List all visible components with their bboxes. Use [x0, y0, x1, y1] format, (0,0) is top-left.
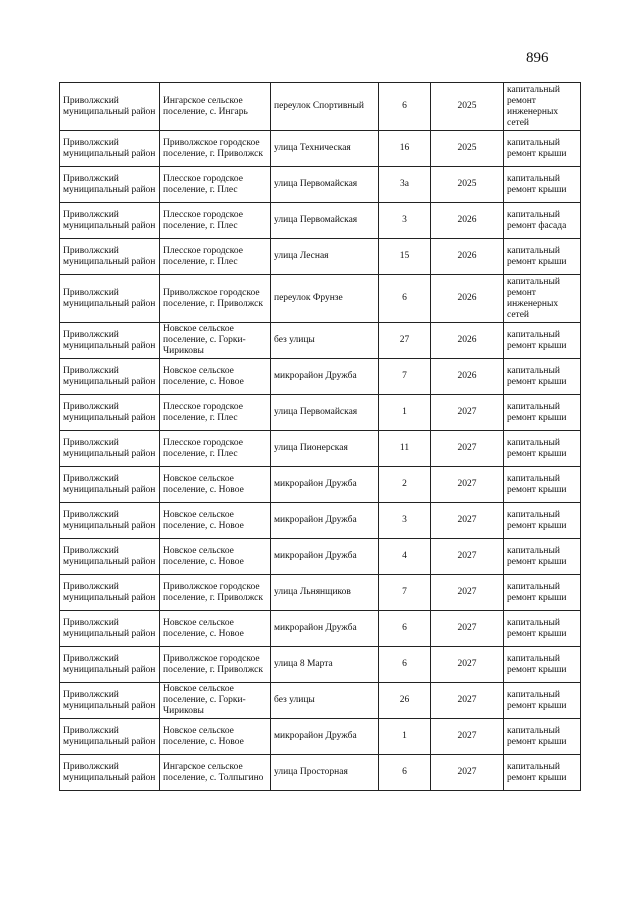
district-cell: Приволжский муниципальный район — [60, 395, 160, 431]
district-cell: Приволжский муниципальный район — [60, 539, 160, 575]
year-cell: 2026 — [431, 275, 504, 323]
table-row — [60, 467, 581, 503]
work-type-cell: капитальный ремонт фасада — [504, 203, 581, 239]
street-cell: переулок Спортивный — [271, 83, 379, 131]
street-cell: переулок Фрунзе — [271, 275, 379, 323]
work-type-cell: капитальный ремонт крыши — [504, 539, 581, 575]
district-cell: Приволжский муниципальный район — [60, 611, 160, 647]
table-row — [60, 83, 581, 131]
district-cell: Приволжский муниципальный район — [60, 323, 160, 359]
settlement-cell: Приволжское городское поселение, г. Приволжск — [160, 131, 271, 167]
work-type-cell: капитальный ремонт крыши — [504, 683, 581, 719]
district-cell: Приволжский муниципальный район — [60, 359, 160, 395]
settlement-cell: Плесское городское поселение, г. Плес — [160, 431, 271, 467]
repair-schedule-table — [59, 82, 581, 791]
house-number-cell: 27 — [379, 323, 431, 359]
district-cell: Приволжский муниципальный район — [60, 503, 160, 539]
table-row — [60, 647, 581, 683]
work-type-cell: капитальный ремонт крыши — [504, 575, 581, 611]
year-cell: 2027 — [431, 467, 504, 503]
settlement-cell: Новское сельское поселение, с. Новое — [160, 611, 271, 647]
work-type-cell: капитальный ремонт крыши — [504, 755, 581, 791]
street-cell: улица Первомайская — [271, 167, 379, 203]
year-cell: 2027 — [431, 647, 504, 683]
year-cell: 2025 — [431, 131, 504, 167]
work-type-cell: капитальный ремонт крыши — [504, 719, 581, 755]
table-row — [60, 323, 581, 359]
district-cell: Приволжский муниципальный район — [60, 203, 160, 239]
street-cell: микрорайон Дружба — [271, 359, 379, 395]
settlement-cell: Новское сельское поселение, с. Горки-Чириковы — [160, 683, 271, 719]
house-number-cell: 26 — [379, 683, 431, 719]
work-type-cell: капитальный ремонт крыши — [504, 611, 581, 647]
work-type-cell: капитальный ремонт крыши — [504, 395, 581, 431]
district-cell: Приволжский муниципальный район — [60, 167, 160, 203]
street-cell: микрорайон Дружба — [271, 467, 379, 503]
work-type-cell: капитальный ремонт крыши — [504, 167, 581, 203]
district-cell: Приволжский муниципальный район — [60, 467, 160, 503]
page-number: 896 — [526, 50, 549, 66]
table-row — [60, 719, 581, 755]
house-number-cell: 7 — [379, 359, 431, 395]
table-row — [60, 395, 581, 431]
district-cell: Приволжский муниципальный район — [60, 755, 160, 791]
year-cell: 2025 — [431, 167, 504, 203]
work-type-cell: капитальный ремонт инженерных сетей — [504, 83, 581, 131]
settlement-cell: Новское сельское поселение, с. Новое — [160, 359, 271, 395]
district-cell: Приволжский муниципальный район — [60, 131, 160, 167]
house-number-cell: 7 — [379, 575, 431, 611]
table-row — [60, 239, 581, 275]
work-type-cell: капитальный ремонт крыши — [504, 323, 581, 359]
district-cell: Приволжский муниципальный район — [60, 647, 160, 683]
street-cell: микрорайон Дружба — [271, 539, 379, 575]
year-cell: 2027 — [431, 539, 504, 575]
settlement-cell: Новское сельское поселение, с. Новое — [160, 467, 271, 503]
street-cell: улица Первомайская — [271, 395, 379, 431]
street-cell: улица Просторная — [271, 755, 379, 791]
year-cell: 2027 — [431, 431, 504, 467]
work-type-cell: капитальный ремонт крыши — [504, 359, 581, 395]
settlement-cell: Приволжское городское поселение, г. Приволжск — [160, 647, 271, 683]
table-row — [60, 683, 581, 719]
settlement-cell: Ингарское сельское поселение, с. Толпыгино — [160, 755, 271, 791]
house-number-cell: 6 — [379, 275, 431, 323]
table-row — [60, 203, 581, 239]
table-row — [60, 755, 581, 791]
street-cell: микрорайон Дружба — [271, 719, 379, 755]
district-cell: Приволжский муниципальный район — [60, 431, 160, 467]
settlement-cell: Новское сельское поселение, с. Горки-Чириковы — [160, 323, 271, 359]
house-number-cell: 2 — [379, 467, 431, 503]
street-cell: улица Пионерская — [271, 431, 379, 467]
year-cell: 2025 — [431, 83, 504, 131]
house-number-cell: 3 — [379, 503, 431, 539]
settlement-cell: Плесское городское поселение, г. Плес — [160, 395, 271, 431]
settlement-cell: Плесское городское поселение, г. Плес — [160, 239, 271, 275]
year-cell: 2027 — [431, 683, 504, 719]
house-number-cell: 6 — [379, 83, 431, 131]
district-cell: Приволжский муниципальный район — [60, 83, 160, 131]
house-number-cell: 6 — [379, 611, 431, 647]
settlement-cell: Приволжское городское поселение, г. Приволжск — [160, 575, 271, 611]
house-number-cell: 3а — [379, 167, 431, 203]
settlement-cell: Плесское городское поселение, г. Плес — [160, 203, 271, 239]
district-cell: Приволжский муниципальный район — [60, 239, 160, 275]
district-cell: Приволжский муниципальный район — [60, 575, 160, 611]
year-cell: 2026 — [431, 239, 504, 275]
street-cell: микрорайон Дружба — [271, 611, 379, 647]
house-number-cell: 3 — [379, 203, 431, 239]
district-cell: Приволжский муниципальный район — [60, 719, 160, 755]
work-type-cell: капитальный ремонт крыши — [504, 503, 581, 539]
year-cell: 2026 — [431, 203, 504, 239]
street-cell: улица Первомайская — [271, 203, 379, 239]
house-number-cell: 16 — [379, 131, 431, 167]
house-number-cell: 11 — [379, 431, 431, 467]
table-row — [60, 431, 581, 467]
year-cell: 2027 — [431, 395, 504, 431]
table-row — [60, 131, 581, 167]
work-type-cell: капитальный ремонт инженерных сетей — [504, 275, 581, 323]
work-type-cell: капитальный ремонт крыши — [504, 647, 581, 683]
settlement-cell: Новское сельское поселение, с. Новое — [160, 503, 271, 539]
settlement-cell: Новское сельское поселение, с. Новое — [160, 719, 271, 755]
year-cell: 2027 — [431, 575, 504, 611]
settlement-cell: Новское сельское поселение, с. Новое — [160, 539, 271, 575]
year-cell: 2027 — [431, 719, 504, 755]
year-cell: 2027 — [431, 755, 504, 791]
street-cell: улица 8 Марта — [271, 647, 379, 683]
year-cell: 2026 — [431, 359, 504, 395]
settlement-cell: Приволжское городское поселение, г. Приволжск — [160, 275, 271, 323]
street-cell: без улицы — [271, 323, 379, 359]
house-number-cell: 15 — [379, 239, 431, 275]
table-row — [60, 611, 581, 647]
table-row — [60, 503, 581, 539]
house-number-cell: 4 — [379, 539, 431, 575]
table-row — [60, 167, 581, 203]
year-cell: 2027 — [431, 503, 504, 539]
street-cell: улица Лесная — [271, 239, 379, 275]
settlement-cell: Плесское городское поселение, г. Плес — [160, 167, 271, 203]
table-row — [60, 359, 581, 395]
settlement-cell: Ингарское сельское поселение, с. Ингарь — [160, 83, 271, 131]
table-row — [60, 539, 581, 575]
district-cell: Приволжский муниципальный район — [60, 275, 160, 323]
year-cell: 2027 — [431, 611, 504, 647]
street-cell: улица Льнянщиков — [271, 575, 379, 611]
street-cell: улица Техническая — [271, 131, 379, 167]
year-cell: 2026 — [431, 323, 504, 359]
street-cell: без улицы — [271, 683, 379, 719]
work-type-cell: капитальный ремонт крыши — [504, 131, 581, 167]
house-number-cell: 1 — [379, 719, 431, 755]
district-cell: Приволжский муниципальный район — [60, 683, 160, 719]
work-type-cell: капитальный ремонт крыши — [504, 467, 581, 503]
street-cell: микрорайон Дружба — [271, 503, 379, 539]
house-number-cell: 1 — [379, 395, 431, 431]
work-type-cell: капитальный ремонт крыши — [504, 239, 581, 275]
table-row — [60, 275, 581, 323]
table-row — [60, 575, 581, 611]
work-type-cell: капитальный ремонт крыши — [504, 431, 581, 467]
house-number-cell: 6 — [379, 755, 431, 791]
house-number-cell: 6 — [379, 647, 431, 683]
